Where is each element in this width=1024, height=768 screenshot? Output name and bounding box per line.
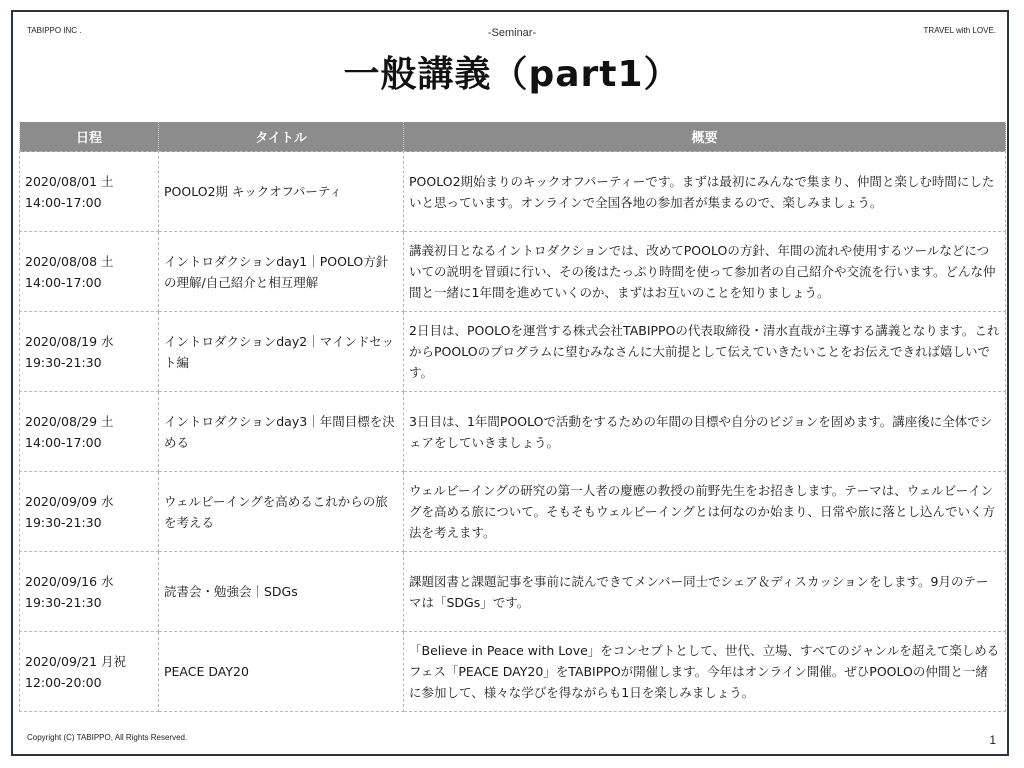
date-cell <box>20 232 159 312</box>
slide-subtitle: -Seminar- <box>487 27 537 39</box>
title-cell: イントロダクションday2｜マインドセット編 <box>159 312 404 392</box>
table-header-row <box>20 122 1006 152</box>
time-text: 19:30-21:30 <box>25 354 102 370</box>
date-cell <box>20 152 159 232</box>
time-text: 14:00-17:00 <box>25 274 102 290</box>
column-header-date: 日程 <box>20 122 159 152</box>
title-cell: イントロダクションday1｜POOLO方針の理解/自己紹介と相互理解 <box>159 232 404 312</box>
slide-title: 一般講義（part1） <box>343 54 681 95</box>
time-text: 12:00-20:00 <box>25 674 102 690</box>
table-row <box>20 312 1006 392</box>
date-text: 2020/08/29 土 <box>25 413 114 429</box>
table-row <box>20 232 1006 312</box>
summary-cell: 講義初日となるイントロダクションでは、改めてPOOLOの方針、年間の流れや使用するツールなどについての説明を冒頭に行い、その後はたっぷり時間を使って参加者の自己紹介や交流を行います。どんな仲間と一緒に1年間を進めていくのか、まずはお互いのことを知りましょう。 <box>404 232 1006 312</box>
column-header-title: タイトル <box>159 122 404 152</box>
table-row <box>20 472 1006 552</box>
summary-cell: ウェルビーイングの研究の第一人者の慶應の教授の前野先生をお招きします。テーマは、ウェルビーイングを高める旅について。そもそもウェルビーイングとは何なのか始まり、日常や旅に落とし込んでいく方法を考えます。 <box>404 472 1006 552</box>
date-text: 2020/08/19 水 <box>25 333 114 349</box>
table-row <box>20 632 1006 712</box>
title-cell: ウェルビーイングを高めるこれからの旅を考える <box>159 472 404 552</box>
time-text: 14:00-17:00 <box>25 434 102 450</box>
date-cell <box>20 312 159 392</box>
title-cell: イントロダクションday3｜年間目標を決める <box>159 392 404 472</box>
date-text: 2020/09/16 水 <box>25 573 114 589</box>
title-cell: 読書会・勉強会｜SDGs <box>159 552 404 632</box>
page-number: 1 <box>989 733 996 747</box>
time-text: 19:30-21:30 <box>25 594 102 610</box>
summary-cell: 3日目は、1年間POOLOで活動をするための年間の目標や自分のビジョンを固めます。講座後に全体でシェアをしていきましょう。 <box>404 392 1006 472</box>
title-cell: PEACE DAY20 <box>159 632 404 712</box>
column-header-summary: 概要 <box>404 122 1006 152</box>
copyright-label: Copyright (C) TABIPPO, All Rights Reserved. <box>27 733 188 742</box>
tagline-label: TRAVEL with LOVE. <box>923 26 996 35</box>
summary-cell: 2日目は、POOLOを運営する株式会社TABIPPOの代表取締役・清水直哉が主導する講義となります。これからPOOLOのプログラムに望むみなさんに大前提として伝えていきたいことをお伝えできれば嬉しいです。 <box>404 312 1006 392</box>
title-cell: POOLO2期 キックオフパーティ <box>159 152 404 232</box>
date-cell <box>20 552 159 632</box>
table-row <box>20 152 1006 232</box>
date-text: 2020/08/01 土 <box>25 173 114 189</box>
table-row <box>20 552 1006 632</box>
table-row <box>20 392 1006 472</box>
date-text: 2020/09/21 月祝 <box>25 653 127 669</box>
summary-cell: 「Believe in Peace with Love」をコンセプトとして、世代、立場、すべてのジャンルを超えて楽しめるフェス「PEACE DAY20」をTABIPPOが開催します。今年はオンライン開催。ぜひPOOLOの仲間と一緒に参加して、様々な学びを得ながらも1日を楽しみましょう。 <box>404 632 1006 712</box>
schedule-table <box>19 122 1006 712</box>
time-text: 19:30-21:30 <box>25 514 102 530</box>
summary-cell: 課題図書と課題記事を事前に読んできてメンバー同士でシェア＆ディスカッションをします。9月のテーマは「SDGs」です。 <box>404 552 1006 632</box>
summary-cell: POOLO2期始まりのキックオフパーティーです。まずは最初にみんなで集まり、仲間と楽しむ時間にしたいと思っています。オンラインで全国各地の参加者が集まるので、楽しみましょう。 <box>404 152 1006 232</box>
date-text: 2020/09/09 水 <box>25 493 114 509</box>
time-text: 14:00-17:00 <box>25 194 102 210</box>
date-cell <box>20 392 159 472</box>
company-label: TABIPPO INC . <box>27 26 82 35</box>
date-cell <box>20 632 159 712</box>
date-text: 2020/08/08 土 <box>25 253 114 269</box>
date-cell <box>20 472 159 552</box>
